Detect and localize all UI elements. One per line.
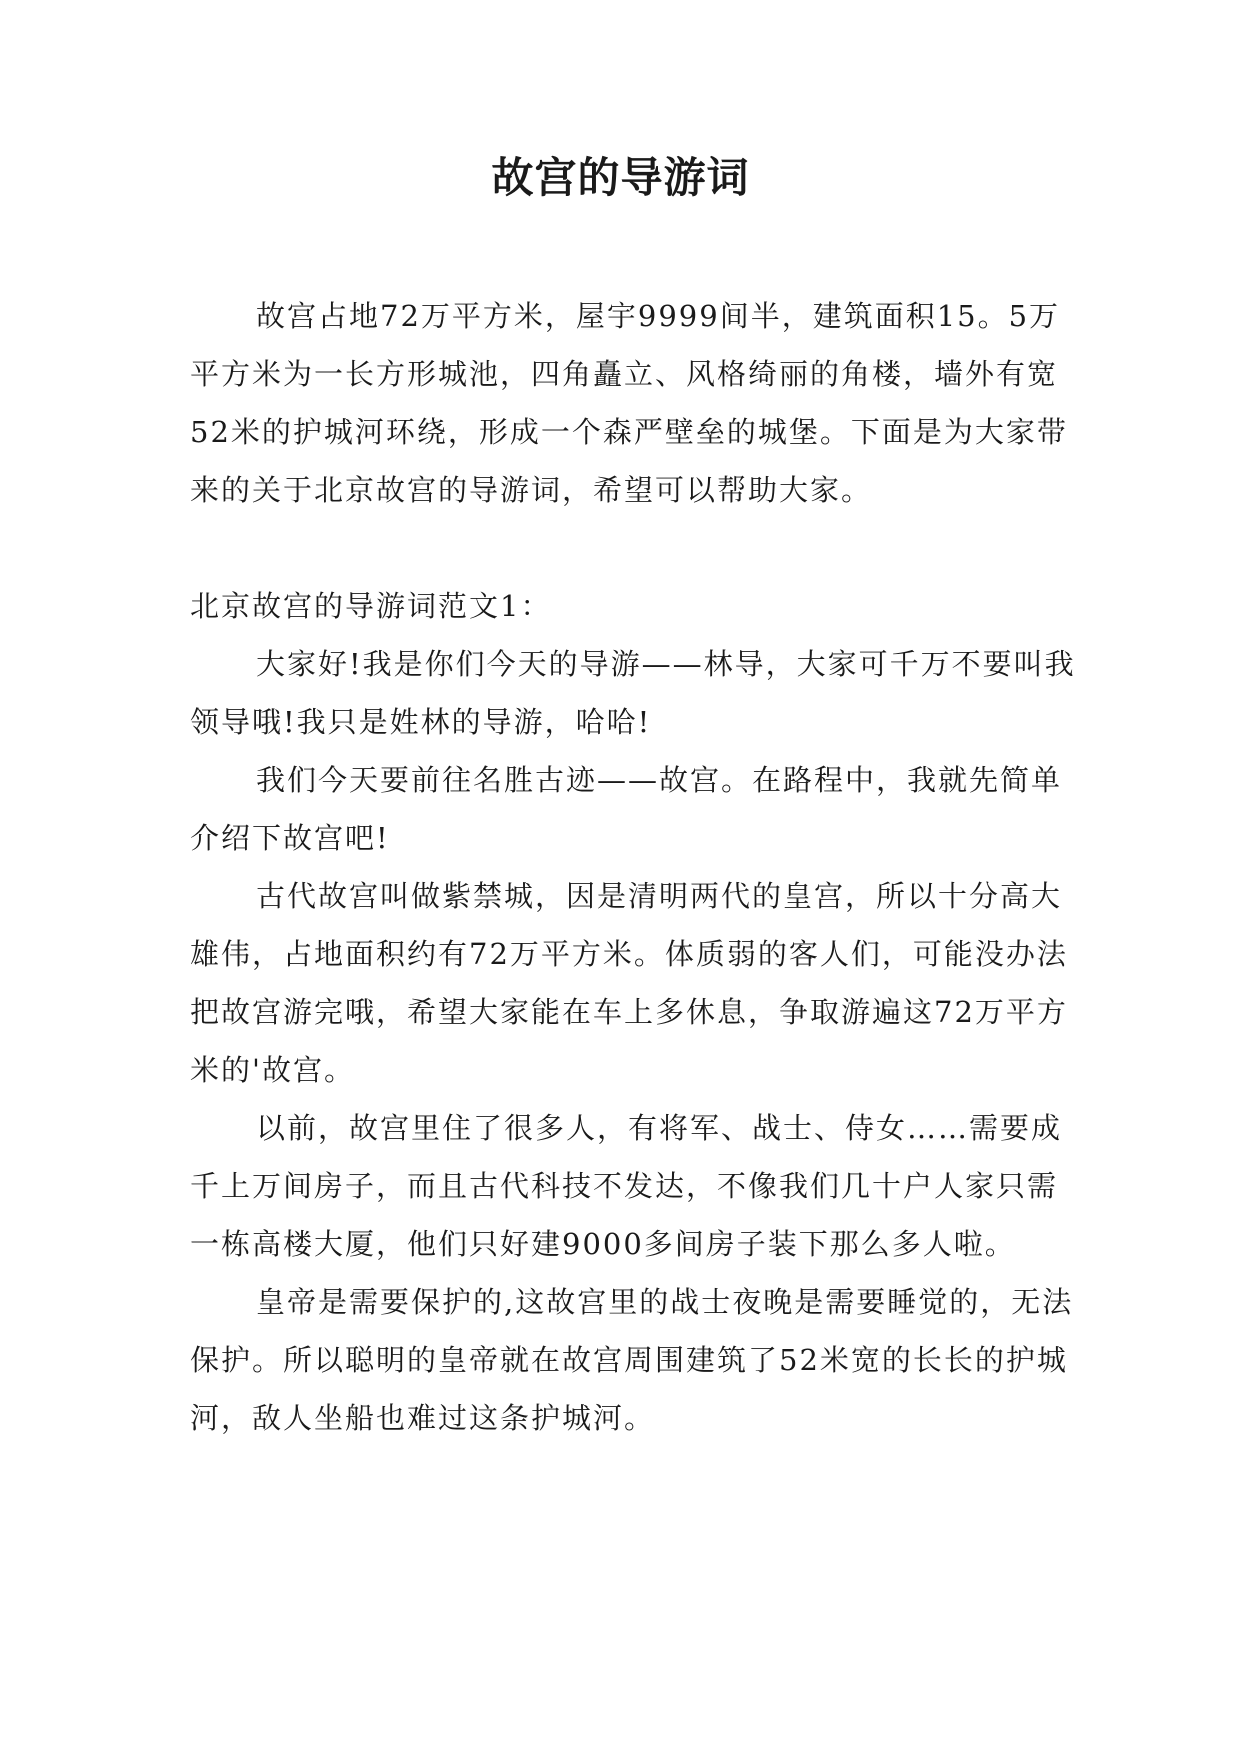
document-title: 故宫的导游词 (491, 153, 750, 202)
body-paragraph-3: 古代故宫叫做紫禁城，因是清明两代的皇宫，所以十分高大雄伟，占地面积约有72万平方米。体质弱的客人们，可能没办法把故宫游完哦，希望大家能在车上多休息，争取游遍这72万平方米的'故宫。 (190, 879, 1068, 1087)
document-body (190, 287, 1080, 1447)
intro-paragraph: 故宫占地72万平方米，屋宇9999间半，建筑面积15。5万平方米为一长方形城池，四角矗立、风格绮丽的角楼，墙外有宽52米的护城河环绕，形成一个森严壁垒的城堡。下面是为大家带来的关于北京故宫的导游词，希望可以帮助大家。 (190, 299, 1068, 507)
section-heading: 北京故宫的导游词范文1： (190, 589, 552, 623)
body-paragraph-2: 我们今天要前往名胜古迹——故宫。在路程中，我就先简单介绍下故宫吧! (190, 763, 1063, 855)
body-paragraph-5: 皇帝是需要保护的,这故宫里的战士夜晚是需要睡觉的，无法保护。所以聪明的皇帝就在故宫周围建筑了52米宽的长长的护城河，敌人坐船也难过这条护城河。 (190, 1285, 1074, 1435)
body-paragraph-4: 以前，故宫里住了很多人，有将军、战士、侍女……需要成千上万间房子，而且古代科技不发达，不像我们几十户人家只需一栋高楼大厦，他们只好建9000多间房子装下那么多人啦。 (190, 1111, 1063, 1261)
body-paragraph-1: 大家好!我是你们今天的导游——林导，大家可千万不要叫我领导哦!我只是姓林的导游，哈哈! (190, 647, 1076, 739)
